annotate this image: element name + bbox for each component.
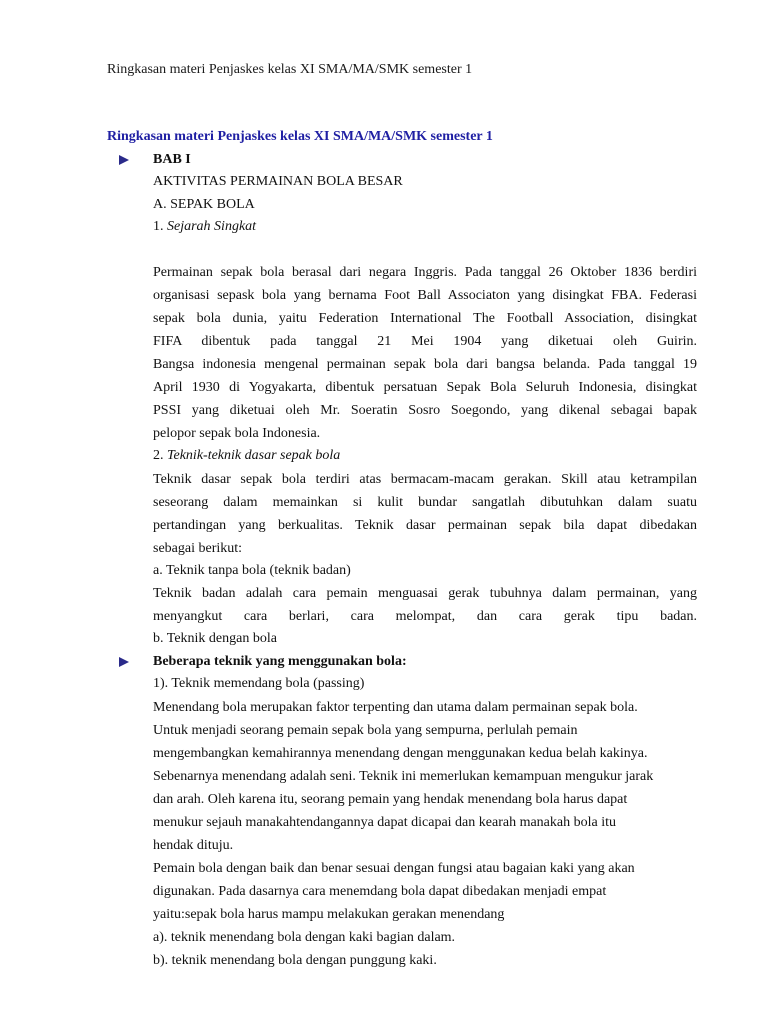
history-line: pelopor sepak bola Indonesia. [153, 426, 321, 441]
technique-line: sebagai berikut: [153, 540, 243, 556]
passing-line: b). teknik menendang bola dengan punggung kaki. [153, 952, 437, 968]
history-line: FIFA dibentuk pada tanggal 21 Mei 1904 yang diketuai oleh Guirin. [153, 334, 697, 349]
bullet-ball-techniques [107, 651, 697, 674]
passing-line: a). teknik menendang bola dengan kaki bagian dalam. [153, 929, 456, 945]
history-line: Bangsa indonesia mengenal permainan sepak bola dari bangsa belanda. Pada tanggal 19 [153, 357, 697, 372]
technique-paragraph [107, 468, 697, 560]
subsection-1 [107, 216, 697, 239]
passing-line: yaitu:sepak bola harus mampu melakukan gerakan menendang [153, 906, 505, 922]
spacer [107, 239, 697, 262]
passing-line: Sebenarnya menendang adalah seni. Teknik ini memerlukan kemampuan mengukur jarak [153, 768, 654, 784]
subsection-2 [107, 445, 697, 468]
body-technique-line: Teknik badan adalah cara pemain menguasai gerak tubuhnya dalam permainan, yang [153, 586, 697, 601]
history-line: PSSI yang diketuai oleh Mr. Soeratin Sosro Soegondo, yang dikenal sebagai bapak [153, 403, 697, 418]
history-paragraph [107, 261, 697, 445]
subsection-2-number: 2. [153, 448, 167, 463]
ball-techniques-label: Beberapa teknik yang menggunakan bola: [153, 653, 407, 669]
technique-a: a. Teknik tanpa bola (teknik badan) [153, 562, 351, 578]
arrow-bullet-icon [119, 155, 129, 165]
passing-title: 1). Teknik memendang bola (passing) [153, 676, 365, 691]
passing-line: digunakan. Pada dasarnya cara menemdang bola dapat dibedakan menjadi empat [153, 883, 607, 899]
technique-line: pertandingan yang berkualitas. Teknik dasar permainan sepak bila dapat dibedakan [153, 517, 697, 533]
history-line: April 1930 di Yogyakarta, dibentuk persatuan Sepak Bola Seluruh Indonesia, disingkat [153, 380, 697, 395]
page-header: Ringkasan materi Penjaskes kelas XI SMA/MA/SMK semester 1 [107, 62, 473, 77]
body-technique-line: menyangkut cara berlari, cara melompat, dan cara gerak tipu badan. [153, 609, 697, 624]
passing-line: menukur sejauh manakahtendangannya dapat dicapai dan kearah manakah bola itu [153, 814, 616, 830]
chapter-title: AKTIVITAS PERMAINAN BOLA BESAR [153, 174, 403, 189]
technique-line: seseorang dalam memainkan si kulit bundar sangatlah dibutuhkan dalam suatu [153, 494, 697, 510]
history-line: organisasi sepask bola yang bernama Foot Ball Associaton yang disingkat FBA. Federasi [153, 288, 697, 303]
arrow-bullet-icon [119, 657, 129, 667]
passing-line: hendak dituju. [153, 837, 234, 853]
subsection-2-title: Teknik-teknik dasar sepak bola [167, 448, 341, 463]
subsection-1-title: Sejarah Singkat [167, 219, 257, 234]
technique-b: b. Teknik dengan bola [153, 631, 277, 646]
passing-line: mengembangkan kemahirannya menendang dengan menggunakan kedua belah kakinya. [153, 745, 648, 761]
section-a-title: A. SEPAK BOLA [153, 196, 255, 212]
history-line: sepak bola dunia, yaitu Federation International The Football Association, disingkat [153, 311, 697, 326]
passing-line: Menendang bola merupakan faktor terpenting dan utama dalam permainan sepak bola. [153, 699, 638, 715]
document-body [107, 126, 697, 972]
passing-line: dan arah. Oleh karena itu, seorang pemain yang hendak menendang bola harus dapat [153, 791, 628, 807]
passing-paragraph [107, 696, 697, 972]
subsection-1-number: 1. [153, 219, 167, 234]
passing-line: Pemain bola dengan baik dan benar sesuai dengan fungsi atau bagaian kaki yang akan [153, 860, 635, 876]
bullet-bab [107, 149, 697, 172]
history-line: Permainan sepak bola berasal dari negara Inggris. Pada tanggal 26 Oktober 1836 berdiri [153, 265, 697, 280]
document-title: Ringkasan materi Penjaskes kelas XI SMA/MA/SMK semester 1 [107, 129, 493, 144]
passing-line: Untuk menjadi seorang pemain sepak bola yang sempurna, perlulah pemain [153, 722, 578, 738]
bab-label: BAB I [153, 151, 191, 167]
technique-line: Teknik dasar sepak bola terdiri atas bermacam-macam gerakan. Skill atau ketrampilan [153, 471, 697, 487]
body-technique-paragraph [107, 582, 697, 628]
